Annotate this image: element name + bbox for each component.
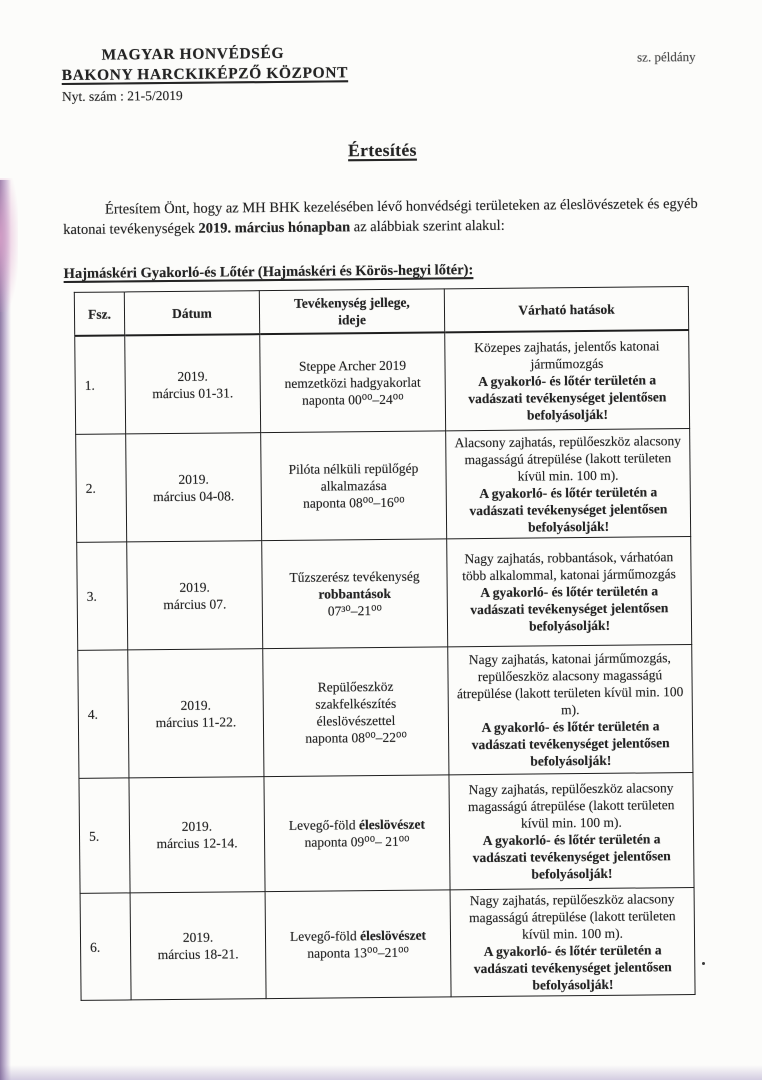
activity-line	[266, 567, 442, 586]
activity-line	[269, 815, 445, 834]
activity-segment: naponta 08⁰⁰–22⁰⁰	[305, 729, 407, 746]
effects-normal-text: Nagy zajhatás, repülőeszköz alacsony magasságú átrepülése (lakott területen kívül min. 100 m).	[468, 891, 676, 942]
intro-segment: 2019. március hónapban	[198, 219, 351, 237]
date-line: 2019.	[179, 579, 210, 595]
activity-line	[270, 926, 446, 945]
org-name-line1: MAGYAR HONVÉDSÉG	[101, 44, 285, 64]
activity-line	[268, 728, 444, 747]
table-header-row	[74, 287, 688, 336]
date-cell	[125, 334, 261, 434]
activity-segment: Levegő-föld	[288, 817, 360, 833]
effects-cell	[446, 429, 691, 539]
activity-line	[268, 694, 444, 713]
effects-normal-text: Nagy zajhatás, repülőeszköz alacsony magasságú átrepülése (lakott területen kívül min. 100 m).	[467, 780, 675, 831]
table-row	[78, 645, 693, 779]
activity-line	[269, 832, 445, 851]
activity-line	[267, 584, 443, 603]
row-number-cell: 6.	[80, 893, 131, 1000]
activity-segment: naponta 08⁰⁰–16⁰⁰	[302, 494, 405, 511]
section-heading: Hajmáskéri Gyakorló-és Lőtér (Hajmáskéri és Körös-hegyi lőtér):	[63, 262, 474, 283]
table-row	[75, 330, 690, 434]
date-line: 2019.	[181, 818, 213, 834]
date-line: március 12-14.	[156, 835, 238, 852]
intro-segment: az alábbiak szerint alakul:	[350, 217, 505, 236]
activity-segment: éleslövészettel	[316, 712, 396, 729]
activity-line	[268, 677, 444, 696]
date-cell	[128, 649, 264, 778]
activity-segment: naponta 09⁰⁰– 21⁰⁰	[304, 833, 410, 850]
effects-cell	[450, 888, 695, 997]
activity-line	[264, 356, 440, 375]
effects-normal-text: Nagy zajhatás, katonai járműmozgás, repülőeszköz alacsony magasságú átrepülése (lakott területen kívül min. 100 m).	[456, 650, 684, 718]
intro-segment: Értesítem Önt, hogy az MH BHK kezelésében lévő honvédségi területeken az éleslövészetek és egyéb katonai tevékenységek	[63, 195, 698, 239]
date-cell	[127, 541, 263, 650]
intro-paragraph	[63, 194, 703, 240]
copy-number-label: sz. példány	[637, 48, 696, 65]
activity-segment: Pilóta nélküli repülőgép	[288, 460, 419, 477]
activity-cell	[261, 431, 447, 541]
activity-segment: éleslövészet	[358, 816, 426, 833]
effects-bold-text: A gyakorló- és lőtér területén a vadászati tevékenységet jelentősen befolyásolják!	[468, 372, 667, 423]
activity-segment: nemzetközi hadgyakorlat	[284, 374, 421, 391]
activity-line	[266, 493, 442, 512]
activity-segment: robbantások	[318, 585, 392, 602]
effects-bold-text: A gyakorló- és lőtér területén a vadászati tevékenységet jelentősen befolyásolják!	[469, 483, 668, 535]
effects-bold-text: A gyakorló- és lőtér területén a vadászati tevékenységet jelentősen befolyásolják!	[471, 718, 670, 769]
activity-line	[265, 373, 441, 392]
registry-number: Nyt. szám : 21-5/2019	[61, 87, 183, 105]
date-line: 2019.	[177, 368, 208, 384]
document-title: Értesítés	[347, 139, 417, 161]
row-number-cell: 1.	[75, 335, 126, 434]
activity-segment: Steppe Archer 2019	[298, 357, 407, 374]
activity-line	[270, 943, 446, 962]
table-row	[80, 888, 695, 1001]
effects-cell	[447, 537, 692, 647]
effects-cell	[449, 773, 694, 890]
date-cell	[130, 892, 266, 1000]
row-number-cell: 4.	[78, 650, 129, 778]
org-name-line2: BAKONY HARCKIKÉPZŐ KÖZPONT	[61, 64, 349, 85]
header-tevekenyseg-line1: Tevékenység jellege,	[293, 294, 410, 311]
effects-normal-text: Nagy zajhatás, robbantások, várhatóan több alkalommal, katonai járműmozgás	[462, 549, 676, 584]
row-number-cell: 3.	[77, 542, 128, 650]
date-cell	[126, 433, 262, 542]
activity-segment: Repülőeszköz	[317, 678, 394, 695]
header-datum: Dátum	[124, 291, 259, 336]
activity-segment: Levegő-föld	[289, 928, 361, 944]
letterhead	[61, 41, 702, 105]
effects-cell	[445, 330, 690, 431]
activities-table	[74, 286, 696, 1001]
header-tevekenyseg-line2: ideje	[338, 312, 367, 328]
activity-segment: szakfelkészítés	[315, 695, 397, 712]
header-varhato-hatasok: Várható hatások	[444, 287, 688, 333]
effects-cell	[448, 645, 693, 775]
row-number-cell: 2.	[76, 434, 127, 542]
effects-bold-text: A gyakorló- és lőtér területén a vadászati tevékenységet jelentősen befolyásolják!	[472, 831, 671, 882]
effects-normal-text: Alacsony zajhatás, repülőeszköz alacsony magasságú átrepülése (lakott területen kívül min. 100 m).	[454, 432, 682, 484]
date-line: 2019.	[182, 929, 214, 945]
activity-line	[267, 601, 443, 620]
date-line: március 07.	[163, 595, 227, 612]
activity-line	[265, 390, 441, 409]
activity-segment: Tűzszerész tevékenység	[289, 568, 420, 585]
effects-bold-text: A gyakorló- és lőtér területén a vadászati tevékenységet jelentősen befolyásolják!	[473, 942, 672, 993]
date-line: 2019.	[180, 697, 212, 713]
activity-segment: alkalmazása	[320, 477, 387, 494]
activity-cell	[263, 647, 449, 777]
date-line: március 01-31.	[152, 384, 234, 401]
activity-line	[266, 476, 442, 495]
activity-line	[268, 711, 444, 730]
row-number-cell: 5.	[79, 778, 130, 893]
header-tevekenyseg	[259, 289, 444, 334]
date-cell	[129, 777, 265, 893]
effects-normal-text: Közepes zajhatás, jelentős katonai járműmozgás	[474, 338, 660, 372]
date-line: március 04-08.	[153, 487, 235, 504]
scan-artifact-dot	[702, 962, 705, 965]
table-row	[76, 429, 691, 543]
activity-cell	[262, 539, 448, 649]
scan-artifact-bottom-band	[0, 1065, 762, 1080]
activity-segment: 07³⁰–21⁰⁰	[327, 602, 382, 619]
scan-artifact-pink-blob	[0, 178, 18, 312]
activity-cell	[264, 775, 450, 892]
date-line: március 11-22.	[155, 713, 237, 730]
activity-cell	[265, 890, 451, 999]
activity-cell	[260, 332, 446, 432]
header-fsz: Fsz.	[74, 292, 124, 336]
activity-segment: naponta 13⁰⁰–21⁰⁰	[307, 944, 409, 961]
activity-segment: éleslövészet	[359, 927, 427, 944]
date-line: március 18-21.	[157, 946, 239, 963]
table-row	[77, 537, 692, 651]
scan-artifact-left-stripe	[0, 180, 11, 1080]
activity-segment: naponta 00⁰⁰–24⁰⁰	[302, 391, 404, 408]
date-line: 2019.	[178, 471, 209, 487]
activity-line	[265, 459, 441, 478]
effects-bold-text: A gyakorló- és lőtér területén a vadászati tevékenységet jelentősen befolyásolják!	[470, 583, 669, 634]
table-row	[79, 773, 694, 894]
